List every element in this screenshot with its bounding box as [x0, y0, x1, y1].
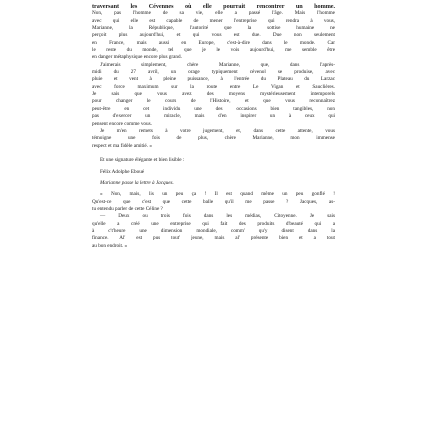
text-line: pas d'exercer un miracle, mais d'en inspirer un à ceux qui: [92, 113, 335, 120]
paragraph-marianne-reply: [92, 191, 335, 213]
paragraph-jacques-reply: [92, 213, 335, 250]
text-line: pluie et vent à pleine puissance, à l'entrée du Plateau du Larzac: [92, 76, 335, 83]
signature-name: Félix Adolphe Eboué: [100, 168, 145, 175]
paragraph-gap: [92, 150, 335, 157]
text-line: qu'elle a créé une entreprise qui fait des produits d'beauté qui a: [92, 220, 335, 227]
text-line: traversant les Cévennes où elle pourrait rencontrer un homme.: [92, 3, 335, 10]
text-line: avec qui elle est capable de mener l'entreprise qui rendra à vous,: [92, 17, 335, 24]
paragraph-letter-closing: [92, 128, 335, 150]
text-line: midi du 27 avril, un orage typiquement cévenol se produise, avec: [92, 69, 335, 76]
text-line: Je sais que vous avez des moyens mystérieusement intemporels: [92, 91, 335, 98]
text-line: en France, mais aussi en Europe, c'est-à-dire dans le monde. Car: [92, 39, 335, 46]
text-line: Marianne, la République, l'autorité que la sottise humaine ne: [92, 25, 335, 32]
text-line: finance. Al' est pus tout' jeune, mais al' présente bien et a tout: [92, 235, 335, 242]
paragraph-letter-opening: [92, 3, 335, 62]
text-line: avec force maximum sur la route entre Le Vigan et Sauclières.: [92, 83, 335, 90]
text-line: le reste du monde, tel que je le vois aujourd'hui, me semble être: [92, 47, 335, 54]
text-line: pour changer le cours de l'Histoire, et que vous reconnaîtrez: [92, 98, 335, 105]
text-line: respect et ma fidèle amitié. »: [92, 142, 152, 149]
text-line: Je m'en remets à votre jugement, et, dans cette attente, vous: [100, 127, 335, 134]
paragraph-signature-intro: [92, 157, 335, 164]
text-line: Et une signature élégante et bien lisible :: [100, 157, 185, 164]
paragraph-letter-request: [92, 62, 335, 128]
signature-block: [92, 169, 335, 188]
text-line: « Non, mais, lis un peu ça ! Il est quand même un peu gonflé !: [100, 191, 335, 198]
text-line: J'aimerais simplement, chère Marianne, que, dans l'après-: [100, 61, 335, 68]
text-line: à c't'heure une dimension mondiale, comm' qu'y disent dans la: [92, 227, 335, 234]
text-line: Qu'est-ce que c'est que cette balle qu'il me passe ? Jacques, as-: [92, 198, 335, 205]
text-line: témoigne une fois de plus, chère Marianne, mon immense: [92, 135, 335, 142]
text-line: peut-être en cet individu une des occasions bien tangibles, non: [92, 105, 335, 112]
text-line: perçoit plus aujourd'hui, et qui vous est due. Due non seulement: [92, 32, 335, 39]
text-line: — Deux ou trois fois dans les médias, Citoyenne. Je sais: [100, 213, 335, 220]
narration-line: Marianne passe la lettre à Jacques.: [100, 179, 174, 186]
text-line: en danger métaphysique encore plus grand.: [92, 54, 182, 61]
text-line: Non, pas l'homme de sa vie, elle a passé l'âge. Mais l'homme: [92, 10, 335, 17]
text-line: au bon endroit. »: [92, 242, 128, 249]
text-line: pensent encore comme vous.: [92, 120, 152, 127]
text-line: tu entendu parler de cette Céline ?: [92, 205, 163, 212]
